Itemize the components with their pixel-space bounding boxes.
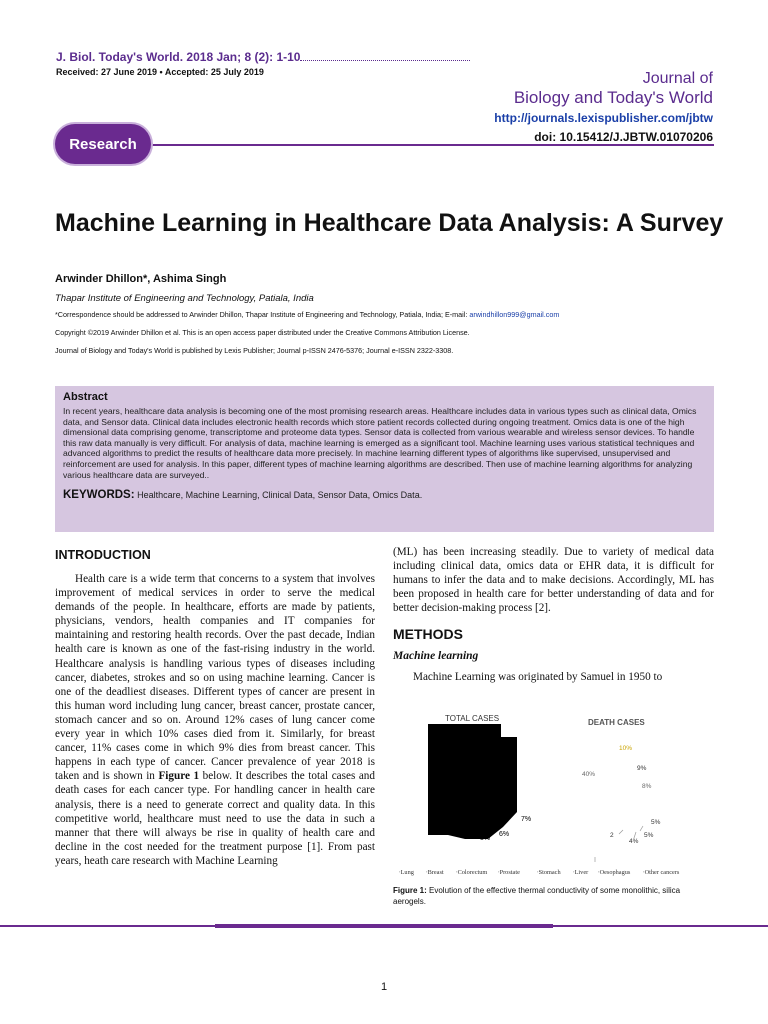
intro-text-a: Health care is a wide term that concerns to a system that involves improvement of medical services in order to serve the medical demands of the people. In healthcare, efforts are made by patients, physicians, vendors, health companies and IT companies for maintaining and restoring health records. Over the past decade, Indian health care is known as one of the fast-rising industry in the world. Healthcare analysis is handling various types of diseases including cancer, diabetes, strokes and so on using machine learning. Cancer is one of the deadliest diseases. Different types of cancer are present in this human word including lung cancer, breast cancer, prostate cancer, stomach cancer and so on. Around 12% cases of lung cancer come every year in which 10% cases died from it. Similarly, for breast cancer, 11% cases come in which 9% dies from breast cancer. This happens in each type of cancer. Cancer prevalence of year 2018 is taken and is shown in: [55, 573, 375, 783]
intro-text-b: below. It describes the total cases and death cases for each cancer type. For handling cancer in health care analysis, there is a need to generate correct and quality data. In this competitive world, healthcare must need to use the data in such a manner that there will always be rise in quality of health care and decline in the cost needed for the treatment purpose [1]. From past years, heath care research with Machine Learning: [55, 770, 375, 867]
total-label-3: 5%: [480, 835, 491, 842]
figure-1-reference: Figure 1: [158, 770, 200, 783]
total-label-2: 6%: [499, 831, 510, 838]
figure-1-pie-charts: [393, 707, 714, 882]
authors: Arwinder Dhillon*, Ashima Singh: [55, 273, 227, 285]
abstract-box: [55, 386, 714, 532]
keywords-text: Healthcare, Machine Learning, Clinical Data, Sensor Data, Omics Data.: [134, 490, 423, 501]
email-link[interactable]: arwindhillon999@gmail.com: [469, 310, 560, 319]
keywords-line: [63, 489, 706, 501]
footer-accent-bar: [215, 924, 553, 928]
legend-item: ∙Lung: [399, 869, 414, 876]
introduction-paragraph: [55, 572, 375, 868]
legend-item: ∙Stomach: [537, 869, 561, 876]
introduction-continued: (ML) has been increasing steadily. Due to variety of medical data including clinical data, omics data or EHR data, it is difficult for humans to infer the data and to make decisions. Accordingly, ML has been proposed in health care for better understanding of data and for better decision-making process [2].: [393, 546, 714, 615]
death-label-1: 10%: [619, 745, 633, 752]
correspondence-text: *Correspondence should be addressed to Arwinder Dhillon, Thapar Institute of Engineering and Technology, Patiala, India; E-mail:: [55, 310, 470, 319]
death-label-3: 9%: [637, 765, 647, 772]
death-label-2: 40%: [582, 771, 596, 778]
methods-heading: METHODS: [393, 626, 463, 642]
journal-name-line1: Journal of: [642, 70, 713, 87]
affiliation: Thapar Institute of Engineering and Technology, Patiala, India: [55, 293, 314, 304]
death-label-4: 8%: [642, 783, 652, 790]
introduction-heading: INTRODUCTION: [55, 548, 151, 562]
journal-url-link[interactable]: http://journals.lexispublisher.com/jbtw: [494, 111, 713, 125]
citation-text: J. Biol. Today's World. 2018 Jan; 8 (2): 1-10: [56, 50, 301, 64]
abstract-heading: Abstract: [63, 391, 108, 403]
journal-name-line2: Biology and Today's World: [513, 88, 713, 107]
citation-line: [56, 50, 470, 64]
figure-1-caption: [393, 885, 714, 907]
research-badge: Research: [55, 124, 151, 164]
total-cases-pie-redacted: [428, 724, 517, 839]
legend-item: ∙Other cancers: [643, 869, 680, 876]
methods-paragraph: Machine Learning was originated by Samuel in 1950 to: [413, 671, 663, 683]
total-cases-title: TOTAL CASES: [445, 714, 500, 723]
legend-item: ∙Oesophagus: [598, 869, 631, 876]
death-label-7: 4%: [629, 838, 639, 845]
citation-dots: [300, 60, 470, 61]
caption-label: Figure 1:: [393, 886, 427, 895]
correspondence: [55, 310, 559, 319]
legend-item: ∙Breast: [426, 869, 444, 876]
copyright-notice: Copyright ©2019 Arwinder Dhillon et al. This is an open access paper distributed under the Creative Commons Attribution License.: [55, 328, 470, 337]
machine-learning-subheading: Machine learning: [393, 650, 479, 662]
legend-item: ∙Liver: [573, 869, 589, 876]
caption-text: Evolution of the effective thermal conductivity of some monolithic, silica aerogels.: [393, 886, 681, 906]
legend-item: ∙Prostate: [498, 869, 520, 876]
legend-item: ∙Colorectum: [456, 869, 488, 876]
death-label-5: 5%: [651, 819, 661, 826]
total-label-1: 7%: [521, 816, 532, 823]
total-label-4: 3%: [460, 833, 471, 840]
death-cases-title: DEATH CASES: [588, 718, 645, 727]
publisher-info: Journal of Biology and Today's World is published by Lexis Publisher; Journal p-ISSN 2476-5376; Journal e-ISSN 2322-3308.: [55, 346, 454, 355]
received-accepted: Received: 27 June 2019 • Accepted: 25 July 2019: [56, 67, 264, 77]
death-label-6: 5%: [644, 832, 654, 839]
abstract-text: In recent years, healthcare data analysis is becoming one of the most promising research areas. Healthcare includes data in various types such as clinical data, Omics data, and Sensor data. Clinical data includes electronic health records which store patient records collected during ongoing treatment. Omics data is one of the high dimensional data comprising genome, transcriptome and proteome data types. Sensor data is collected from various wearable and wireless sensor devices. To handle this raw data manually is very difficult. For analysis of data, machine learning is emerged as a significant tool. Machine learning uses various statistical techniques and advanced algorithms to predict the results of healthcare data more precisely. In machine learning different types of algorithms like supervised, unsupervised and reinforcement are used for analysis. In this paper, different types of machine learning algorithms are described. Then use of machine learning algorithms for analyzing various healthcare data are surveyed..: [63, 406, 697, 480]
keywords-label: KEYWORDS:: [63, 489, 135, 502]
research-divider: [150, 144, 714, 146]
page-number: 1: [380, 981, 388, 993]
paper-title: Machine Learning in Healthcare Data Analysis: A Survey: [55, 209, 724, 237]
doi-text: doi: 10.15412/J.JBTW.01070206: [534, 130, 713, 144]
death-label-8: 2: [610, 832, 614, 839]
